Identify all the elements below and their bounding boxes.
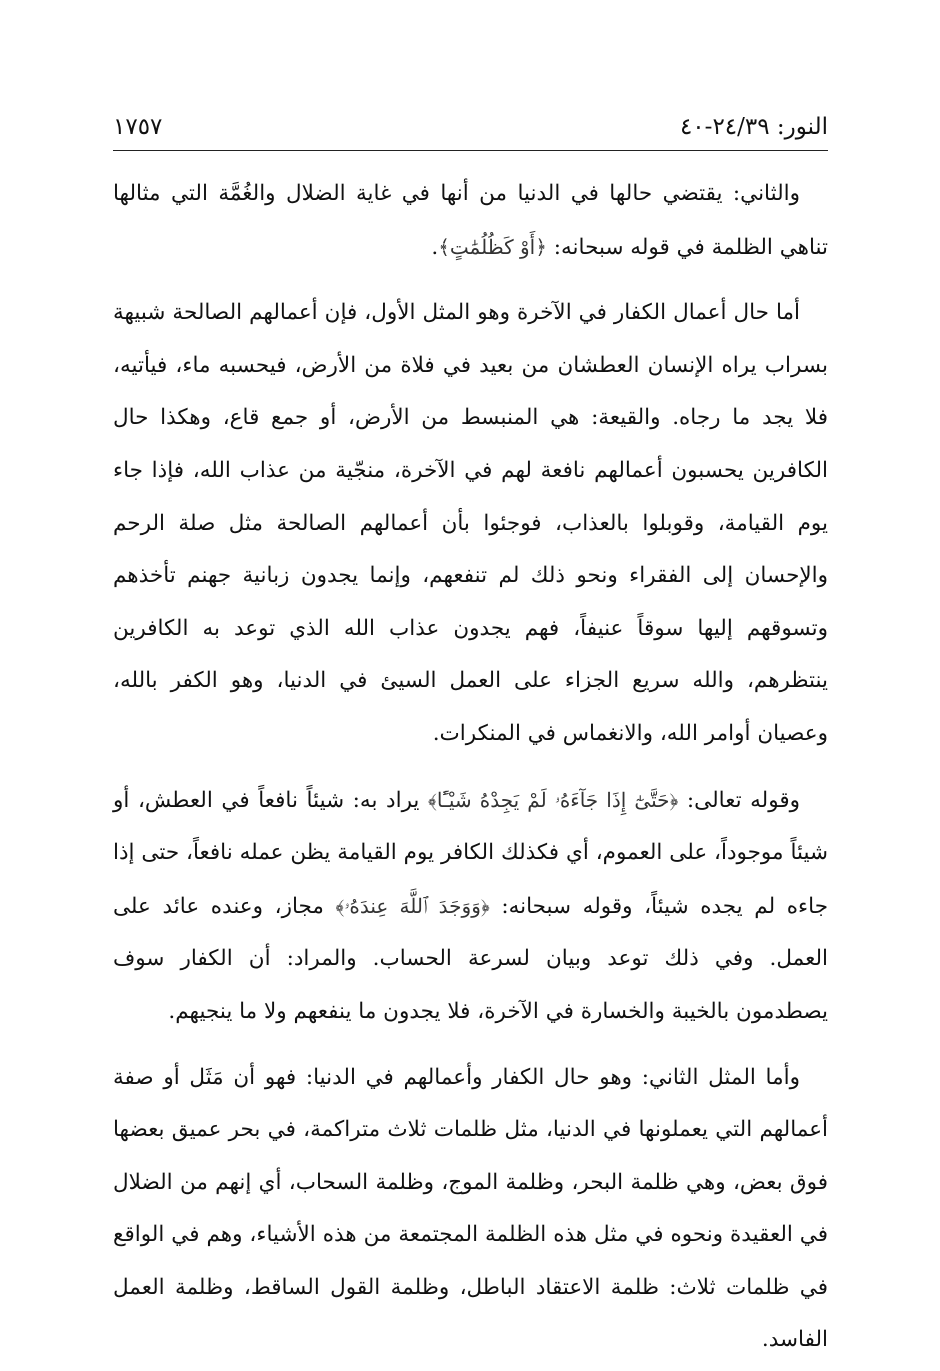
quran-quote: ﴿حَتَّىٰٓ إِذَا جَآءَهُۥ لَمْ يَجِدْهُ شَيْـًٔا﴾	[428, 787, 679, 812]
running-header	[113, 108, 828, 148]
text-span: .	[431, 234, 439, 260]
quran-quote: ﴿وَوَجَدَ ٱللَّهَ عِندَهُۥ﴾	[335, 893, 490, 918]
text-span: والثاني: يقتضي حالها في الدنيا من أنها في غاية الضلال والغُمَّة التي مثالها تناهي الظلمة في قوله سبحانه:	[113, 181, 828, 260]
text-span: وقوله تعالى:	[678, 787, 800, 813]
paragraph	[113, 287, 828, 760]
page-number: ١٧٥٧	[113, 114, 163, 140]
quran-quote: ﴿أَوْ كَظُلُمَٰتٍ﴾	[438, 234, 547, 259]
chapter-verse-reference: النور: ٢٤/٣٩-٤٠	[679, 114, 828, 140]
paragraph	[113, 1052, 828, 1368]
text-span: مجاز، وعنده عائد على العمل. وفي ذلك توعد وبيان لسرعة الحساب. والمراد: أن الكفار سوف يصطدمون بالخيبة والخسارة في الآخرة، فلا يجدون ما ينفعهم ولا ما ينجيهم.	[113, 893, 828, 1024]
text-span: وأما المثل الثاني: وهو حال الكفار وأعمالهم في الدنيا: فهو أن مَثَل أو صفة أعمالهم التي يعملونها في الدنيا، مثل ظلمات ثلاث متراكمة، في بحر عميق بعضها فوق بعض، وهي ظلمة البحر، وظلمة الموج، وظلمة السحاب، أي إنهم من الضلال في العقيدة ونحوه في مثل هذه الظلمة المجتمعة من هذه الأشياء، وهم في الواقع في ظلمات ثلاث: ظلمة الاعتقاد الباطل، وظلمة القول الساقط، وظلمة العمل الفاسد.	[113, 1064, 828, 1353]
page-body	[113, 168, 828, 1367]
paragraph	[113, 168, 828, 274]
paragraph	[113, 774, 828, 1039]
text-span: أما حال أعمال الكفار في الآخرة وهو المثل الأول، فإن أعمالهم الصالحة شبيهة بسراب يراه الإنسان العطشان من بعيد في فلاة من الأرض، فيحسبه ماء، فيأتيه، فلا يجد ما رجاه. والقيعة: هي المنبسط من الأرض، أو جمع قاع، وهكذا حال الكافرين يحسبون أعمالهم نافعة لهم في الآخرة، منجّية من عذاب الله، فإذا جاء يوم القيامة، وقوبلوا بالعذاب، فوجئوا بأن أعمالهم الصالحة مثل صلة الرحم والإحسان إلى الفقراء ونحو ذلك لم تنفعهم، وإنما يجدون زبانية جهنم تأخذهم وتسوقهم إليها سوقاً عنيفاً، فهم يجدون عذاب الله الذي توعد به الكافرين ينتظرهم، والله سريع الجزاء على العمل السيئ في الدنيا، وهو الكفر بالله، وعصيان أوامر الله، والانغماس في المنكرات.	[113, 300, 828, 746]
text-span: يراد به: شيئاً نافعاً في العطش، أو شيئاً موجوداً، على العموم، أي فكذلك الكافر يوم القيامة يظن عمله نافعاً، حتى إذا جاءه لم يجده شيئاً، وقوله سبحانه:	[113, 787, 828, 919]
header-rule	[113, 150, 828, 151]
